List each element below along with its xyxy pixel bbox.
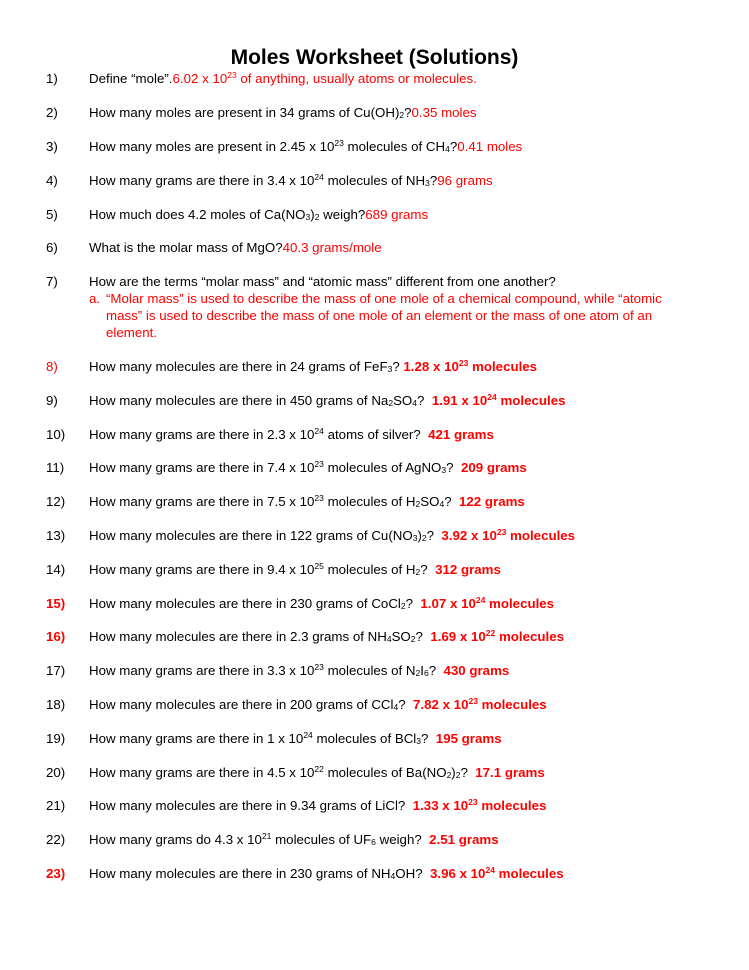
- question-number: 19): [46, 731, 66, 746]
- question-number: 21): [46, 798, 66, 813]
- answer: 7.82 x $10^{23}$ molecules: [413, 696, 547, 712]
- question-number: 22): [46, 832, 66, 847]
- question-number: 7): [46, 274, 58, 289]
- answer: 2.51 grams: [429, 832, 499, 847]
- question-text: How many grams are there in 1 x $10^{24}$ molecules of BCl$_3$? 195 grams: [89, 730, 502, 746]
- answer: 1.69 x $10^{22}$ molecules: [430, 628, 564, 644]
- question-number: 10): [46, 427, 66, 442]
- question-text: How many grams are there in 3.4 x $10^{24}$ molecules of $NH_3?96$ grams: [89, 172, 493, 188]
- question-number: 3): [46, 139, 58, 154]
- question-text: How many molecules are there in 230 grams of $NH_4OH$? 3.96 x $10^{24}$ molecules: [89, 865, 564, 881]
- question-number: 15): [46, 596, 66, 611]
- answer: 122 grams: [459, 494, 525, 509]
- answer: 421 grams: [428, 427, 494, 442]
- answer: 96 grams: [437, 173, 493, 188]
- question-text: How are the terms “molar mass” and “atomic mass” different from one another?: [89, 274, 556, 289]
- question-number: 6): [46, 240, 58, 255]
- question-text: How many molecules are there in 122 grams of $Cu(NO_3)_2$? 3.92 x $10^{23}$ molecules: [89, 527, 576, 543]
- answer: 1.28 x $10^{23}$ molecules: [403, 358, 538, 374]
- question-number: 4): [46, 173, 58, 188]
- question-number: 13): [46, 528, 66, 543]
- question-number: 23): [46, 866, 66, 881]
- question-text: How many molecules are there in 2.3 grams of $NH_4SO_2$? 1.69 x $10^{22}$ molecules: [89, 628, 564, 644]
- question-number: 14): [46, 562, 66, 577]
- question-number: 2): [46, 105, 58, 120]
- question-text: How many grams are there in 9.4 x $10^{25}$ molecules of $H_2$? 312 grams: [89, 561, 501, 577]
- question-text: What is the molar mass of MgO?40.3 grams/mole: [89, 240, 382, 255]
- question-text: [89, 70, 477, 87]
- answer: 0.41 moles: [457, 139, 523, 154]
- answer: 3.96 x $10^{24}$ molecules: [430, 865, 564, 881]
- question-text: How much does 4.2 moles of $Ca(NO_3)_2$ weigh?689 grams: [89, 207, 429, 222]
- answer: 312 grams: [435, 562, 501, 577]
- question-number: 11): [46, 460, 65, 475]
- answer: 430 grams: [443, 663, 510, 678]
- question-number: 17): [46, 663, 66, 678]
- question-text: How many grams are there in 4.5 x $10^{22}$ molecules of $Ba(NO_2)_2$? 17.1 grams: [89, 764, 545, 780]
- question-number: 1): [46, 71, 58, 86]
- question-text: How many grams are there in 2.3 x $10^{24}$ atoms of silver? 421 grams: [89, 426, 494, 442]
- question-number: 16): [46, 629, 66, 644]
- question-number: 5): [46, 207, 58, 222]
- question-text: How many grams are there in 7.5 x $10^{23}$ molecules of $H_2SO_4$? 122 grams: [89, 493, 525, 509]
- answer: 0.35 moles: [411, 105, 477, 120]
- answer: 209 grams: [460, 460, 527, 475]
- question-text: How many grams do 4.3 x $10^{21}$ molecules of $UF_6$ weigh? 2.51 grams: [89, 831, 499, 847]
- answer-letter: a.: [89, 291, 101, 306]
- answer-7a: [89, 290, 699, 341]
- question-number: 8): [46, 359, 58, 374]
- page-title: Moles Worksheet (Solutions): [230, 46, 519, 69]
- question-number: 9): [46, 393, 58, 408]
- question-text: How many grams are there in 3.3 x $10^{23}$ molecules of $N_2I_6$? 430 grams: [89, 662, 510, 678]
- question-number: 12): [46, 494, 66, 509]
- answer: 3.92 x $10^{23}$ molecules: [441, 527, 576, 543]
- question-text: How many molecules are there in 200 grams of CCl$_4$? 7.82 x $10^{23}$ molecules: [89, 696, 547, 712]
- question-text: How many molecules are there in 24 grams of FeF$_3$? 1.28 x $10^{23}$ molecules: [89, 358, 538, 374]
- question-text: How many moles are present in 34 grams of $Cu(OH)_2?0.35$ moles: [89, 105, 477, 120]
- question-text: How many grams are there in 7.4 x $10^{23}$ molecules of AgNO$_3$? 209 grams: [89, 459, 527, 475]
- question-text: How many molecules are there in 9.34 grams of LiCl? 1.33 x $10^{23}$ molecules: [89, 797, 547, 813]
- question-text: How many molecules are there in 230 grams of CoCl$_2$? 1.07 x $10^{24}$ molecules: [89, 595, 555, 611]
- question-number: 20): [46, 765, 66, 780]
- prompt: Define “mole”.: [89, 71, 173, 86]
- question-text: How many moles are present in 2.45 x $10^{23}$ molecules of $CH_4?0.41$ moles: [89, 138, 523, 154]
- question-number: 18): [46, 697, 66, 712]
- question-text: How many molecules are there in 450 grams of $Na_2SO_4$? 1.91 x $10^{24}$ molecules: [89, 392, 566, 408]
- answer: 1.33 x $10^{23}$ molecules: [412, 797, 547, 813]
- answer: 1.07 x $10^{24}$ molecules: [420, 595, 555, 611]
- answer: 40.3 grams/mole: [282, 240, 382, 255]
- answer: 689 grams: [365, 207, 429, 222]
- answer: 1.91 x $10^{24}$ molecules: [431, 392, 566, 408]
- answer: 195 grams: [435, 731, 502, 746]
- answer-text: “Molar mass” is used to describe the mass of one mole of a chemical compound, while “atomic mass” is used to describe the mass of one mole of an element or the mass of one atom of an element.: [106, 291, 662, 340]
- answer: 6.02 x $10^{23}$ of anything, usually atoms or molecules.: [172, 70, 477, 86]
- answer: 17.1 grams: [475, 765, 545, 780]
